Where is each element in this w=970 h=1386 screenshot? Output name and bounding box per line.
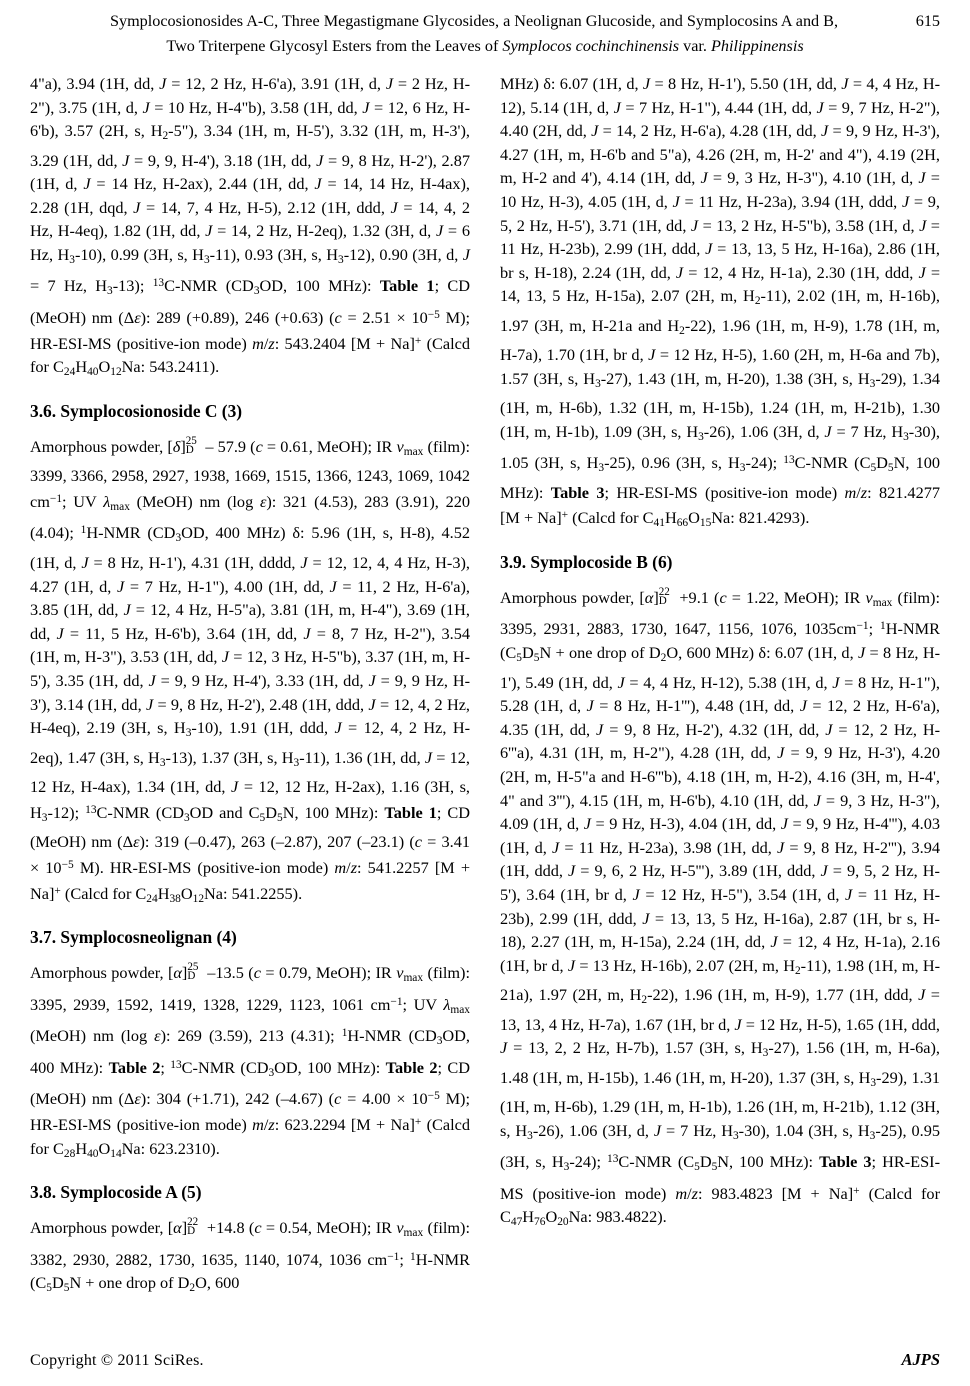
paragraph-continued-right: MHz) δ: 6.07 (1H, d, J = 8 Hz, H-1'), 5.50 (1H, dd, J = 4, 4 Hz, H-12), 5.14 (1H, d, J = 7 Hz, H-1"), 4.44 (1H, dd, J = 9, 7 Hz, H-2"), 4.40 (2H, dd, J = 14, 2 Hz, H-6'a), 4.28 (1H, dd, J = 9, 9 Hz, H-3'), 4.27 (1H, m, H-6'b and 5"a), 4.26 (2H, m, H-2' and 4"), 4.19 (2H, m, H-2 and 4'), 4.14 (1H, dd, J = 9, 3 Hz, H-3"), 4.10 (1H, d, J = 10 Hz, H-3), 4.05 (1H, d, J = 11 Hz, H-23a), 3.94 (1H, ddd, J = 9, 5, 2 Hz, H-5'), 3.71 (1H, dd, J = 13, 2 Hz, H-5"b), 3.58 (1H, d, J = 11 Hz, H-23b), 2.99 (1H, ddd, J = 13, 13, 5 Hz, H-16a), 2.86 (1H, br s, H-18), 2.24 (1H, dd, J = 12, 4 Hz, H-1a), 2.30 (1H, ddd, J = 14, 13, 5 Hz, H-15a), 2.07 (2H, m, $H_2-11$), 2.02 (1H, m, H-16b), 1.97 (3H, m, H-21a and $H_2-22$), 1.96 (1H, m, H-9), 1.78 (1H, m, H-7a), 1.70 (1H, br d, J = 12 Hz, H-5), 1.60 (2H, m, H-6a and 7b), 1.57 (3H, s, $H_3-27$), 1.43 (1H, m, H-20), 1.38 (3H, s, $H_3-29$), 1.34 (1H, m, H-6b), 1.32 (1H, m, H-15b), 1.24 (1H, m, H-21b), 1.30 (1H, m, H-1b), 1.09 (3H, s, $H_3-26$), 1.06 (3H, d, J = 7 Hz, $H_3-30$), 1.05 (3H, s, $H_3-25$), 0.96 (3H, s, $H_3-24$); $^{13}$C-NMR ($C_5D_5N$, 100 MHz): Table 3; HR-ESI-MS (positive-ion mode) m/z: 821.4277 [M + Na]+ (Calcd for $C_{41}H_{66}O_{15}Na$: 821.4293).	[500, 74, 941, 530]
right-column	[500, 72, 940, 1301]
journal-abbreviation: AJPS	[901, 1350, 940, 1369]
section-3-6-body: Amorphous powder, [δ] 25 D – 57.9 (c = 0.61, MeOH); IR $\nu_{max}$ (film): 3399, 3366, 2958, 2927, 1938, 1669, 1515, 1366, 1243, 1069, 1042 $cm^{-1}$; UV $\lambda_{max}$ (MeOH) nm (log ε): 321 (4.53), 283 (3.91), 220 (4.04); $^1$H-NMR ($CD_3OD$, 400 MHz) δ: 5.96 (1H, s, H-8), 4.52 (1H, d, J = 8 Hz, H-1'), 4.31 (1H, dddd, J = 12, 12, 4, 4 Hz, H-3), 4.27 (1H, d, J = 7 Hz, H-1"), 4.00 (1H, dd, J = 11, 2 Hz, H-6'a), 3.85 (1H, dd, J = 12, 4 Hz, H-5"a), 3.81 (1H, m, H-4"), 3.69 (1H, dd, J = 11, 5 Hz, H-6'b), 3.64 (1H, dd, J = 8, 7 Hz, H-2"), 3.54 (1H, m, H-3"), 3.53 (1H, dd, J = 12, 3 Hz, H-5"b), 3.37 (1H, m, H-5'), 3.35 (1H, dd, J = 9, 9 Hz, H-4'), 3.33 (1H, dd, J = 9, 9 Hz, H-3'), 3.14 (1H, dd, J = 9, 8 Hz, H-2'), 2.48 (1H, ddd, J = 12, 4, 2 Hz, H-4eq), 2.19 (3H, s, $H_3-10$), 1.91 (1H, ddd, J = 12, 4, 2 Hz, H-2eq), 1.47 (3H, s, $H_3-13$), 1.37 (3H, s, $H_3-11$), 1.36 (1H, dd, J = 12, 12 Hz, H-4ax), 1.34 (1H, dd, J = 12, 12 Hz, H-2ax), 1.16 (3H, s, $H_3-12$); $^{13}$C-NMR ($CD_3OD$ and $C_5D_5N$, 100 MHz): Table 1; CD (MeOH) nm (Δε): 319 (–0.47), 263 (–2.87), 207 (–23.1) ($c = 3.41 \times 10^{-5}$ M). HR-ESI-MS (positive-ion mode) m/z: 541.2257 [M + Na]+ (Calcd for $C_{24}H_{38}O_{12}Na$: 541.2255).	[30, 434, 471, 905]
section-3-8-body: Amorphous powder, [α] 22 D +14.8 (c = 0.54, MeOH); IR $\nu_{max}$ (film): 3382, 2930, 2882, 1730, 1635, 1140, 1074, 1036 $cm^{-1}$; $^1$H-NMR ($C_5D_5N$ + one drop of $D_2O$, 600	[30, 1216, 470, 1295]
running-head-line2-pre: Two Triterpene Glycosyl Esters from the Leaves of	[166, 37, 503, 55]
variety-name: Philippinensis	[711, 37, 804, 55]
section-3-9-body: Amorphous powder, [α] 22 D +9.1 (c = 1.22, MeOH); IR $\nu_{max}$ (film): 3395, 2931, 2883, 1730, 1647, 1156, 1076, $1035cm^{-1}$; $^1$H-NMR ($C_5D_5N$ + one drop of $D_2O$, 600 MHz) δ: 6.07 (1H, d, J = 8 Hz, H-1'), 5.49 (1H, dd, J = 4, 4 Hz, H-12), 5.38 (1H, d, J = 8 Hz, H-1"), 5.28 (1H, d, J = 8 Hz, H-1'''), 4.48 (1H, dd, J = 12, 2 Hz, H-6'a), 4.35 (1H, dd, J = 9, 8 Hz, H-2'), 4.32 (1H, dd, J = 12, 2 Hz, H-6'''a), 4.31 (1H, m, H-2"), 4.28 (1H, dd, J = 9, 9 Hz, H-3'), 4.20 (2H, m, H-5"a and H-6'''b), 4.18 (1H, m, H-2), 4.16 (3H, m, H-4', 4" and 3'''), 4.15 (1H, m, H-6'b), 4.10 (1H, dd, J = 9, 3 Hz, H-3"), 4.09 (1H, d, J = 9 Hz, H-3), 4.04 (1H, dd, J = 9, 9 Hz, H-4'''), 4.03 (1H, d, J = 11 Hz, H-23a), 3.98 (1H, dd, J = 9, 8 Hz, H-2'''), 3.94 (1H, ddd, J = 9, 6, 2 Hz, H-5'''), 3.89 (1H, ddd, J = 9, 5, 2 Hz, H-5'), 3.64 (1H, br d, J = 12 Hz, H-5"), 3.54 (1H, d, J = 11 Hz, H-23b), 2.99 (1H, ddd, J = 13, 13, 5 Hz, H-16a), 2.87 (1H, br s, H-18), 2.27 (1H, m, H-15a), 2.24 (1H, dd, J = 12, 4 Hz, H-1a), 2.16 (1H, br d, J = 13 Hz, H-16b), 2.07 (2H, m, $H_2-11$), 1.98 (1H, m, H-21a), 1.97 (2H, m, $H_2-22$), 1.96 (1H, m, H-9), 1.77 (1H, ddd, J = 13, 13, 4 Hz, H-7a), 1.67 (1H, br d, J = 12 Hz, H-5), 1.65 (1H, ddd, J = 13, 2, 2 Hz, H-7b), 1.57 (3H, s, $H_3-27$), 1.56 (1H, m, H-6a), 1.48 (1H, m, H-15b), 1.46 (1H, m, H-20), 1.37 (3H, s, $H_3-29$), 1.31 (1H, m, H-6b), 1.29 (1H, m, H-1b), 1.26 (1H, m, H-21b), 1.12 (3H, s, $H_3-26$), 1.06 (3H, d, J = 7 Hz, $H_3-30$), 1.04 (3H, s, $H_3-25$), 0.95 (3H, s, $H_3-24$); $^{13}$C-NMR ($C_5D_5N$, 100 MHz): Table 3; HR-ESI-MS (positive-ion mode) m/z: 983.4823 [M + Na]+ (Calcd for $C_{47}H_{76}O_{20}Na$: 983.4822).	[500, 585, 941, 1229]
section-heading-3-9: 3.9. Symplocoside B (6)	[500, 552, 673, 572]
running-head-line2	[30, 34, 940, 59]
section-heading-3-7: 3.7. Symplocosneolignan (4)	[30, 927, 237, 948]
section-heading-3-6: 3.6. Symplocosionoside C (3)	[30, 400, 243, 421]
body-columns	[30, 72, 940, 1301]
copyright-notice: Copyright © 2011 SciRes.	[30, 1352, 204, 1369]
running-head	[30, 0, 940, 59]
species-name: Symplocos cochinchinensis	[502, 37, 680, 55]
page-footer	[30, 1350, 940, 1370]
section-heading-3-8: 3.8. Symplocoside A (5)	[30, 1182, 202, 1203]
running-head-line2-mid: var.	[679, 37, 711, 55]
paragraph-continued-left: 4"a), 3.94 (1H, dd, J = 12, 2 Hz, H-6'a), 3.91 (1H, d, J = 2 Hz, H-2"), 3.75 (1H, d, J = 10 Hz, H-4"b), 3.58 (1H, dd, J = 12, 6 Hz, H-6'b), 3.57 (2H, s, $H_2-5$"), 3.34 (1H, m, H-5'), 3.32 (1H, m, H-3'), 3.29 (1H, dd, J = 9, 9, H-4'), 3.18 (1H, dd, J = 9, 8 Hz, H-2'), 2.87 (1H, d, J = 14 Hz, H-2ax), 2.44 (1H, dd, J = 14, 14 Hz, H-4ax), 2.28 (1H, dqd, J = 14, 7, 4 Hz, H-5), 2.12 (1H, ddd, J = 14, 4, 2 Hz, H-4eq), 1.82 (1H, dd, J = 14, 2 Hz, H-2eq), 1.32 (3H, d, J = 6 Hz, $H_3-10$), 0.99 (3H, s, $H_3-11$), 0.93 (3H, s, $H_3-12$), 0.90 (3H, d, J = 7 Hz, $H_3-13$); $^{13}$C-NMR ($CD_3OD$, 100 MHz): Table 1; CD (MeOH) nm (Δε): 289 (+0.89), 246 (+0.63) ($c = 2.51 \times 10^{-5}$ M); HR-ESI-MS (positive-ion mode) m/z: 543.2404 [M + Na]+ (Calcd for $C_{24}H_{40}O_{12}Na$: 543.2411).	[30, 74, 471, 379]
page-number: 615	[915, 12, 940, 30]
left-column	[30, 72, 470, 1301]
running-head-line1: Symplocosionosides A-C, Three Megastigmane Glycosides, a Neolignan Glucoside, and Symplocosins A and B,	[109, 12, 839, 30]
section-3-7-body: Amorphous powder, [α] 25 D –13.5 (c = 0.79, MeOH); IR $\nu_{max}$ (film): 3395, 2939, 1592, 1419, 1328, 1229, 1123, 1061 $cm^{-1}$; UV $\lambda_{max}$ (MeOH) nm (log ε): 269 (3.59), 213 (4.31); $^1$H-NMR ($CD_3OD$, 400 MHz): Table 2; $^{13}$C-NMR ($CD_3OD$, 100 MHz): Table 2; CD (MeOH) nm (Δε): 304 (+1.71), 242 (–4.67) ($c = 4.00 \times 10^{-5}$ M); HR-ESI-MS (positive-ion mode) m/z: 623.2294 [M + Na]+ (Calcd for $C_{28}H_{40}O_{14}Na$: 623.2310).	[30, 961, 471, 1160]
